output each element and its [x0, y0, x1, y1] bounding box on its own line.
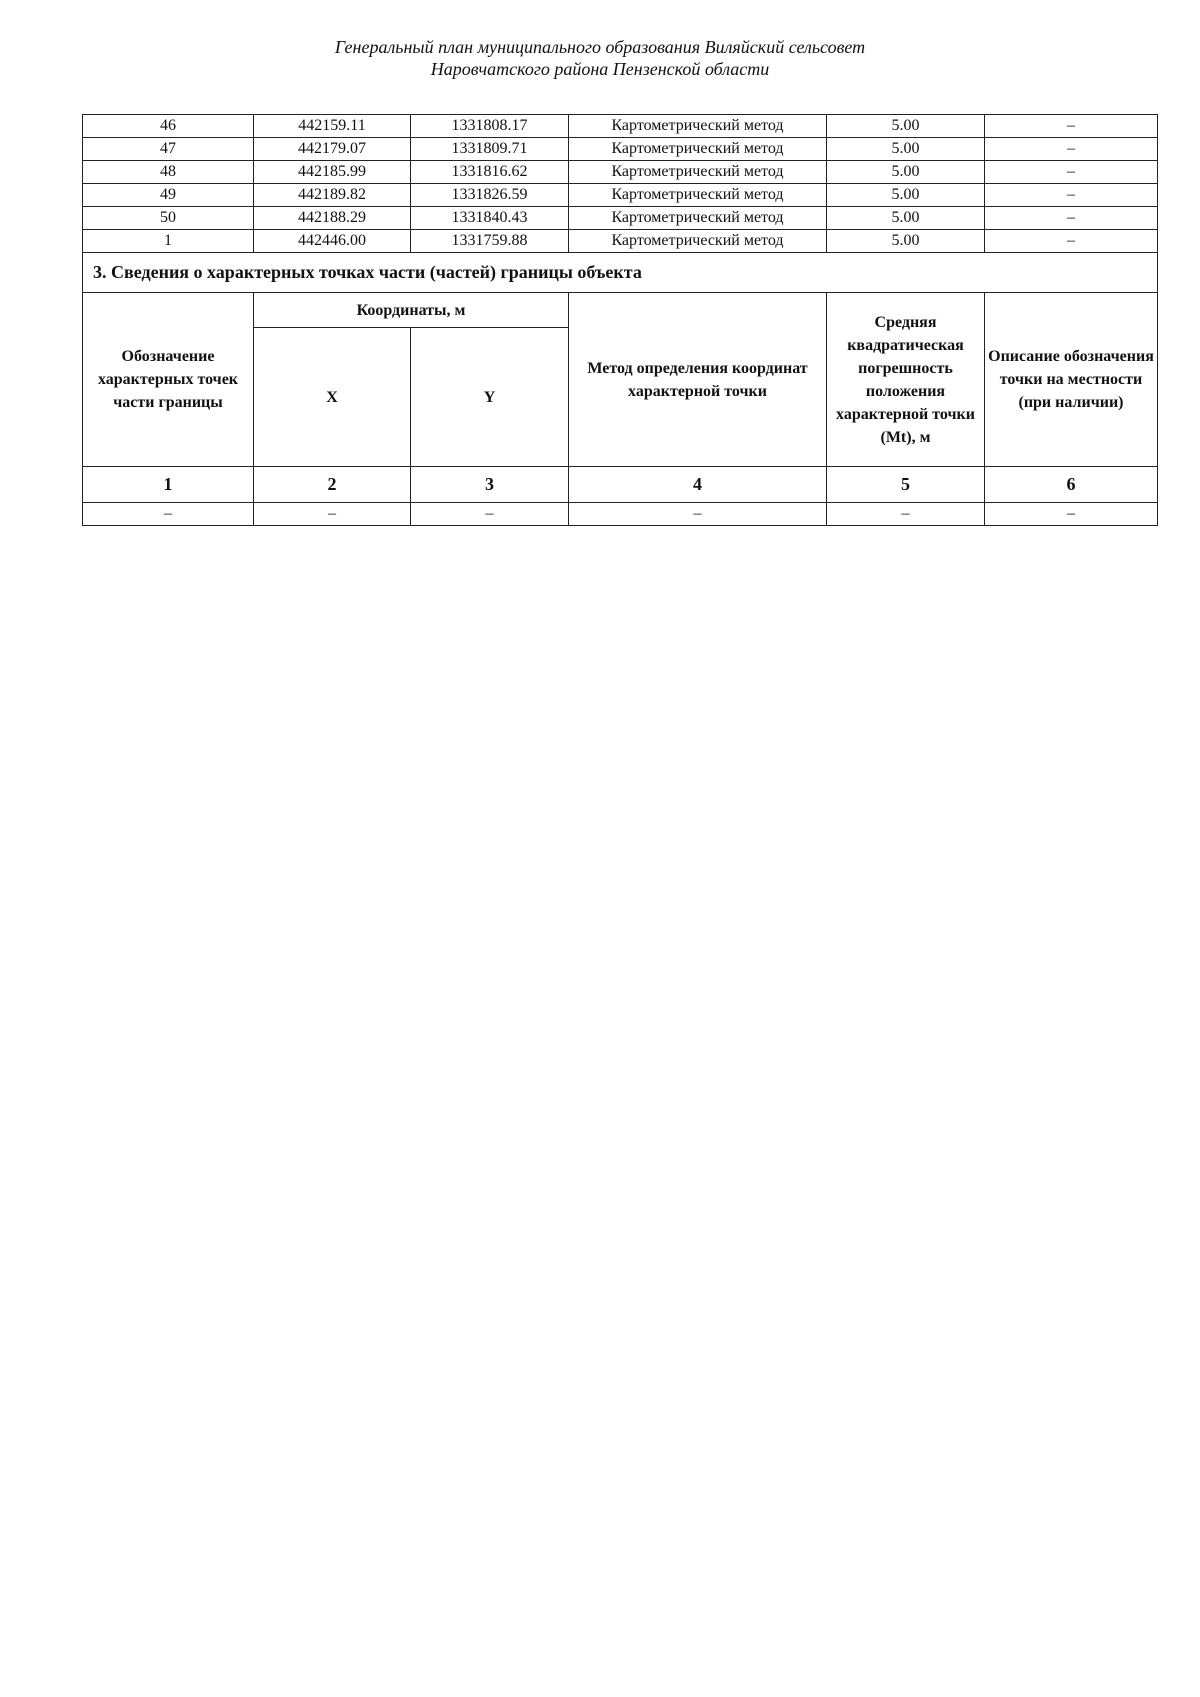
error: 5.00: [827, 138, 985, 161]
empty-cell: –: [569, 503, 827, 526]
table-row: [83, 207, 1158, 230]
coord-y: 1331808.17: [411, 115, 569, 138]
method: Картометрический метод: [569, 207, 827, 230]
column-number: 3: [411, 467, 569, 503]
coord-x: 442185.99: [254, 161, 411, 184]
description: –: [985, 115, 1158, 138]
description: –: [985, 161, 1158, 184]
error: 5.00: [827, 230, 985, 253]
coord-x: 442179.07: [254, 138, 411, 161]
error: 5.00: [827, 115, 985, 138]
empty-cell: –: [411, 503, 569, 526]
header-y: Y: [411, 328, 569, 467]
coord-y: 1331840.43: [411, 207, 569, 230]
header-error: Средняя квадратическая погрешность положения характерной точки (Mt), м: [827, 293, 985, 467]
table-row: [83, 161, 1158, 184]
description: –: [985, 184, 1158, 207]
header-line-1: Генеральный план муниципального образования Виляйский сельсовет: [334, 37, 866, 57]
header-method: Метод определения координат характерной точки: [569, 293, 827, 467]
point-number: 49: [83, 184, 254, 207]
point-number: 48: [83, 161, 254, 184]
coord-y: 1331826.59: [411, 184, 569, 207]
header-x: X: [254, 328, 411, 467]
method: Картометрический метод: [569, 161, 827, 184]
coord-x: 442189.82: [254, 184, 411, 207]
column-numbers-row: [83, 467, 1158, 503]
section-title: 3. Сведения о характерных точках части (частей) границы объекта: [83, 253, 1158, 293]
table-row: [83, 230, 1158, 253]
empty-cell: –: [83, 503, 254, 526]
header-point-designation: Обозначение характерных точек части границы: [83, 293, 254, 467]
column-number: 6: [985, 467, 1158, 503]
point-number: 1: [83, 230, 254, 253]
error: 5.00: [827, 161, 985, 184]
column-number: 5: [827, 467, 985, 503]
empty-cell: –: [985, 503, 1158, 526]
coordinates-table: [82, 114, 1158, 526]
coord-y: 1331759.88: [411, 230, 569, 253]
table-row: [83, 138, 1158, 161]
table-row: [83, 184, 1158, 207]
method: Картометрический метод: [569, 138, 827, 161]
point-number: 46: [83, 115, 254, 138]
section-title-row: [83, 253, 1158, 293]
table-row: [83, 503, 1158, 526]
error: 5.00: [827, 184, 985, 207]
table-row: [83, 115, 1158, 138]
point-number: 47: [83, 138, 254, 161]
error: 5.00: [827, 207, 985, 230]
empty-cell: –: [254, 503, 411, 526]
method: Картометрический метод: [569, 230, 827, 253]
method: Картометрический метод: [569, 115, 827, 138]
page-header: [0, 36, 1200, 80]
description: –: [985, 138, 1158, 161]
coord-y: 1331816.62: [411, 161, 569, 184]
header-line-2: Наровчатского района Пензенской области: [430, 59, 770, 79]
column-number: 2: [254, 467, 411, 503]
empty-cell: –: [827, 503, 985, 526]
header-description: Описание обозначения точки на местности (при наличии): [985, 293, 1158, 467]
header-row: [83, 293, 1158, 328]
coord-y: 1331809.71: [411, 138, 569, 161]
coord-x: 442446.00: [254, 230, 411, 253]
point-number: 50: [83, 207, 254, 230]
column-number: 1: [83, 467, 254, 503]
description: –: [985, 230, 1158, 253]
coord-x: 442188.29: [254, 207, 411, 230]
column-number: 4: [569, 467, 827, 503]
description: –: [985, 207, 1158, 230]
header-coordinates: Координаты, м: [254, 293, 569, 328]
coord-x: 442159.11: [254, 115, 411, 138]
method: Картометрический метод: [569, 184, 827, 207]
